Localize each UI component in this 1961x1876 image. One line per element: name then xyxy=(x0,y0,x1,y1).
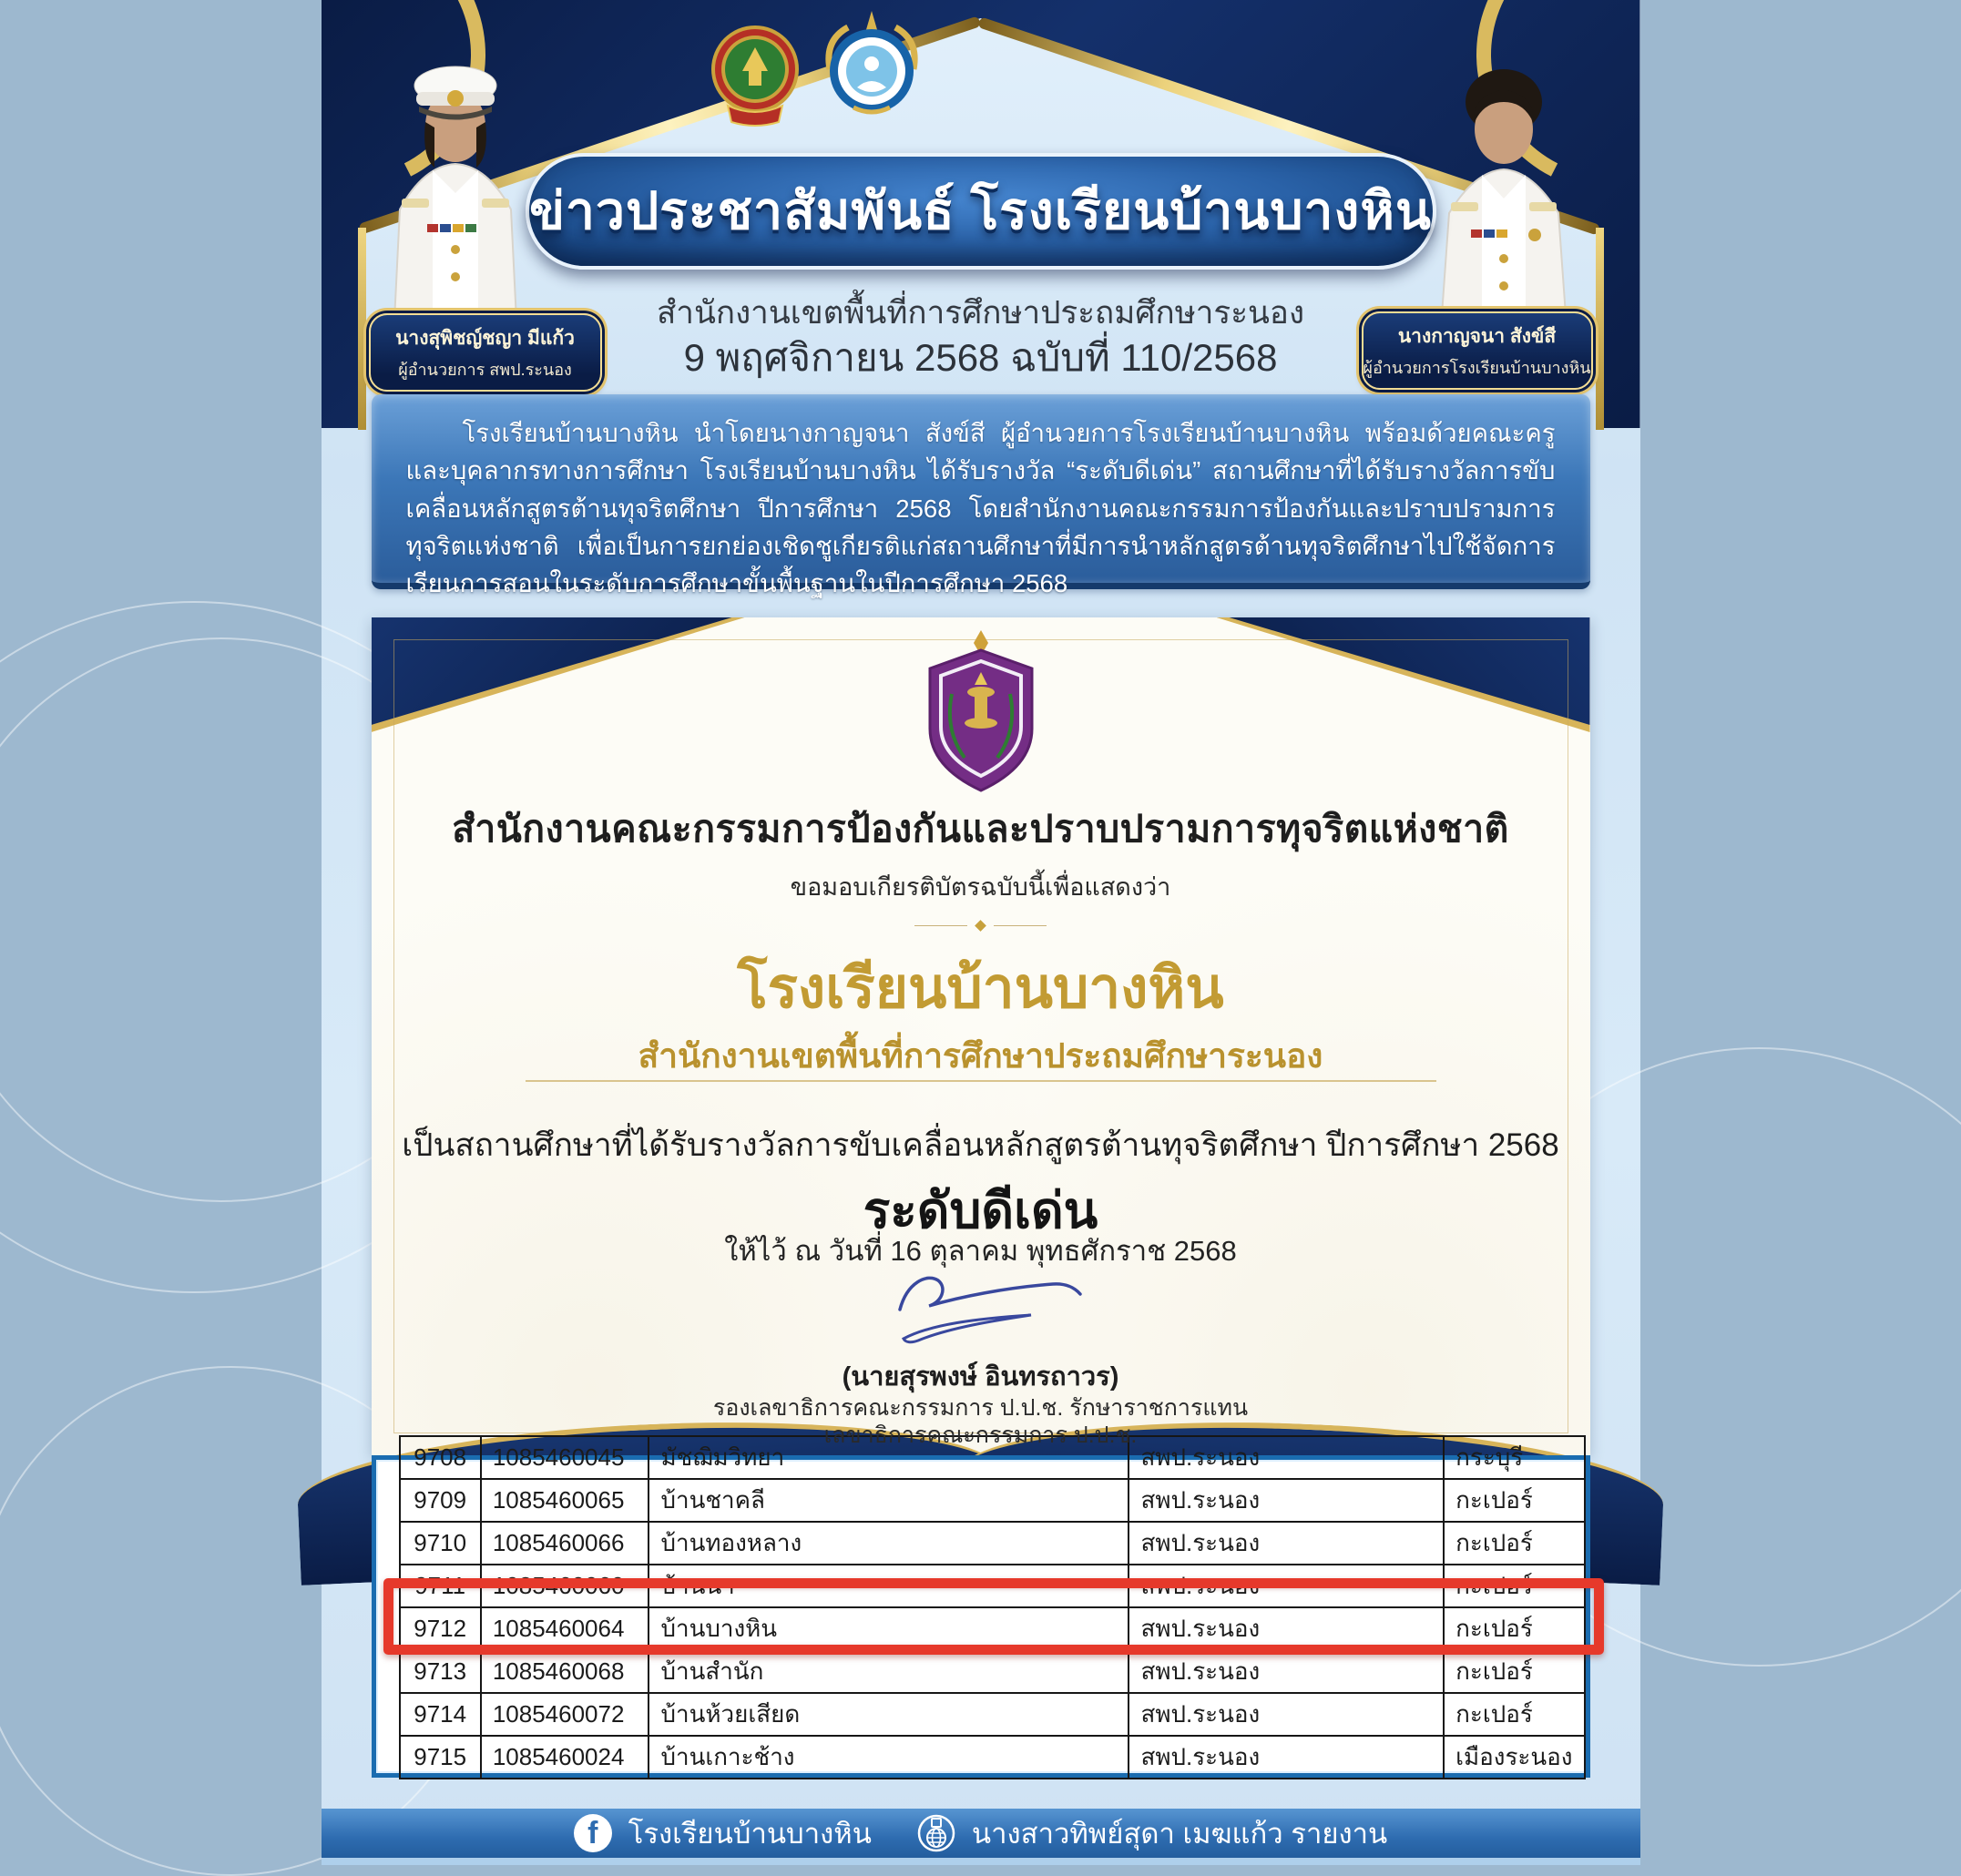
news-poster xyxy=(322,0,1640,1865)
cell-district: กะเปอร์ xyxy=(1444,1522,1584,1565)
certificate-award-line: เป็นสถานศึกษาที่ได้รับรางวัลการขับเคลื่อนหลักสูตรต้านทุจริตศึกษา ปีการศึกษา 2568 xyxy=(372,1120,1590,1170)
poster-title: ข่าวประชาสัมพันธ์ โรงเรียนบ้านบางหิน xyxy=(529,170,1432,252)
nacc-emblem-icon xyxy=(917,630,1045,799)
education-area-emblem-icon xyxy=(821,11,923,130)
signer-name: (นายสุรพงษ์ อินทรถาวร) xyxy=(372,1355,1590,1397)
portrait-left-illustration xyxy=(369,20,542,321)
cell-school-name: บ้านเกาะช้าง xyxy=(649,1736,1129,1779)
cell-school-name: บ้านสำนัก xyxy=(649,1650,1129,1693)
table-row xyxy=(400,1650,1585,1693)
table-row xyxy=(400,1479,1585,1522)
cell-office: สพป.ระนอง xyxy=(1129,1522,1444,1565)
cell-school-code: 1085460024 xyxy=(481,1736,649,1779)
cell-district: กะเปอร์ xyxy=(1444,1650,1584,1693)
portrait-right-director xyxy=(1415,42,1593,320)
issue-date-line: 9 พฤศจิกายน 2568 ฉบับที่ 110/2568 xyxy=(322,328,1640,388)
news-paragraph: โรงเรียนบ้านบางหิน นำโดยนางกาญจนา สังข์สี ผู้อำนวยการโรงเรียนบ้านบางหิน พร้อมด้วยคณะครูและบุคลากรทางการศึกษา โรงเรียนบ้านบางหิน ได้รับรางวัล “ระดับดีเด่น” สถานศึกษาที่ได้รับรางวัลการขับเคลื่อนหลักสูตรต้านทุจริตศึกษา ปีการศึกษา 2568 โดยสำนักงานคณะกรรมการป้องกันและปราบปรามการทุจริตแห่งชาติ เพื่อเป็นการยกย่องเชิดชูเกียรติแก่สถานศึกษาที่มีการนำหลักสูตรต้านทุจริตศึกษาไปใช้จัดการเรียนการสอนในระดับการศึกษาขั้นพื้นฐานในปีการศึกษา 2568 xyxy=(372,394,1590,602)
nacc-emblem-graphic xyxy=(917,630,1045,794)
cell-row-number: 9715 xyxy=(400,1736,481,1779)
signature-ink xyxy=(867,1262,1095,1350)
obec-emblem-graphic xyxy=(710,18,801,127)
highlight-red-frame xyxy=(383,1578,1604,1655)
cell-school-code: 1085460064 xyxy=(481,1607,649,1650)
right-director-title: ผู้อำนวยการโรงเรียนบ้านบางหิน xyxy=(1363,354,1590,381)
certificate-school-name: โรงเรียนบ้านบางหิน xyxy=(372,943,1590,1033)
cell-row-number: 9713 xyxy=(400,1650,481,1693)
certificate-date-line: ให้ไว้ ณ วันที่ 16 ตุลาคม พุทธศักราช 2568 xyxy=(372,1228,1590,1273)
cell-school-name: บ้านชาคลี xyxy=(649,1479,1129,1522)
cell-district: กะเปอร์ xyxy=(1444,1607,1584,1650)
certificate-school-area: สำนักงานเขตพื้นที่การศึกษาประถมศึกษาระนอง xyxy=(372,1029,1590,1083)
left-director-title: ผู้อำนวยการ สพป.ระนอง xyxy=(398,356,572,382)
cell-office: สพป.ระนอง xyxy=(1129,1479,1444,1522)
cell-row-number: 9708 xyxy=(400,1436,481,1479)
ornament-line xyxy=(994,925,1047,926)
cell-school-code: 1085460066 xyxy=(481,1522,649,1565)
table-row xyxy=(400,1693,1585,1736)
table-row xyxy=(400,1522,1585,1565)
cell-district: เมืองระนอง xyxy=(1444,1736,1584,1779)
cell-row-number: 9710 xyxy=(400,1522,481,1565)
title-banner xyxy=(526,153,1436,270)
signer-title-1: รองเลขาธิการคณะกรรมการ ป.ป.ช. รักษาราชการแทน xyxy=(372,1390,1590,1426)
cell-school-name: บ้านห้วยเสียด xyxy=(649,1693,1129,1736)
facebook-icon: f xyxy=(574,1814,612,1852)
cell-row-number: 9714 xyxy=(400,1693,481,1736)
signer-title-2: เลขาธิการคณะกรรมการ ป.ป.ช. xyxy=(372,1417,1590,1453)
cell-office: สพป.ระนอง xyxy=(1129,1565,1444,1607)
gold-divider-ornament xyxy=(372,922,1590,930)
area-emblem-graphic xyxy=(821,11,923,126)
reporter-credit: นางสาวทิพย์สุดา เมฆแก้ว รายงาน xyxy=(972,1810,1387,1856)
ornament-line xyxy=(914,925,967,926)
website-globe-icon xyxy=(917,1814,955,1852)
cell-school-code: 1085460072 xyxy=(481,1693,649,1736)
certificate-corner-decoration xyxy=(1217,617,1590,732)
portrait-right-illustration xyxy=(1415,42,1593,315)
cell-office: สพป.ระนอง xyxy=(1129,1607,1444,1650)
certificate-award-level: ระดับดีเด่น xyxy=(372,1171,1590,1250)
table-row xyxy=(400,1736,1585,1779)
cell-row-number: 9712 xyxy=(400,1607,481,1650)
footer-bar xyxy=(322,1809,1640,1858)
cell-school-code: 1085460065 xyxy=(481,1479,649,1522)
ornament-diamond xyxy=(975,920,986,932)
certificate-presents-line: ขอมอบเกียรติบัตรฉบับนี้เพื่อแสดงว่า xyxy=(372,867,1590,906)
cell-row-number: 9709 xyxy=(400,1479,481,1522)
cell-school-name: มัชฌิมวิทยา xyxy=(649,1436,1129,1479)
signature-graphic xyxy=(867,1262,1095,1354)
footer-bottom-strip xyxy=(322,1858,1640,1865)
cell-district: กระบุรี xyxy=(1444,1436,1584,1479)
cell-school-name: บ้านบางหิน xyxy=(649,1607,1129,1650)
facebook-page-name: โรงเรียนบ้านบางหิน xyxy=(628,1810,872,1856)
certificate xyxy=(372,617,1590,1455)
cell-school-code: 1085460068 xyxy=(481,1650,649,1693)
right-director-name: นางกาญจนา สังข์สี xyxy=(1398,321,1556,352)
cell-office: สพป.ระนอง xyxy=(1129,1736,1444,1779)
certificate-corner-decoration xyxy=(372,617,745,732)
org-subtitle: สำนักงานเขตพื้นที่การศึกษาประถมศึกษาระนอง xyxy=(322,288,1640,338)
cell-office: สพป.ระนอง xyxy=(1129,1693,1444,1736)
certificate-issuer: สำนักงานคณะกรรมการป้องกันและปราบปรามการทุจริตแห่งชาติ xyxy=(372,800,1590,859)
portrait-left-director xyxy=(369,20,542,325)
cell-school-code: 1085460060 xyxy=(481,1565,649,1607)
cell-district: กะเปอร์ xyxy=(1444,1479,1584,1522)
cell-school-name: บ้านทองหลาง xyxy=(649,1522,1129,1565)
cell-district: กะเปอร์ xyxy=(1444,1693,1584,1736)
left-director-name: นางสุพิชญ์ชญา มีแก้ว xyxy=(395,323,575,353)
cell-office: สพป.ระนอง xyxy=(1129,1436,1444,1479)
cell-school-name: บ้านนา xyxy=(649,1565,1129,1607)
cell-school-code: 1085460045 xyxy=(481,1436,649,1479)
cell-row-number: 9711 xyxy=(400,1565,481,1607)
left-director-badge xyxy=(369,313,602,392)
obec-ministry-emblem-icon xyxy=(710,18,801,132)
news-summary-panel xyxy=(372,394,1590,589)
cell-office: สพป.ระนอง xyxy=(1129,1650,1444,1693)
gold-divider-line xyxy=(526,1080,1436,1082)
cell-district: กะเปอร์ xyxy=(1444,1565,1584,1607)
right-director-badge xyxy=(1362,311,1593,390)
